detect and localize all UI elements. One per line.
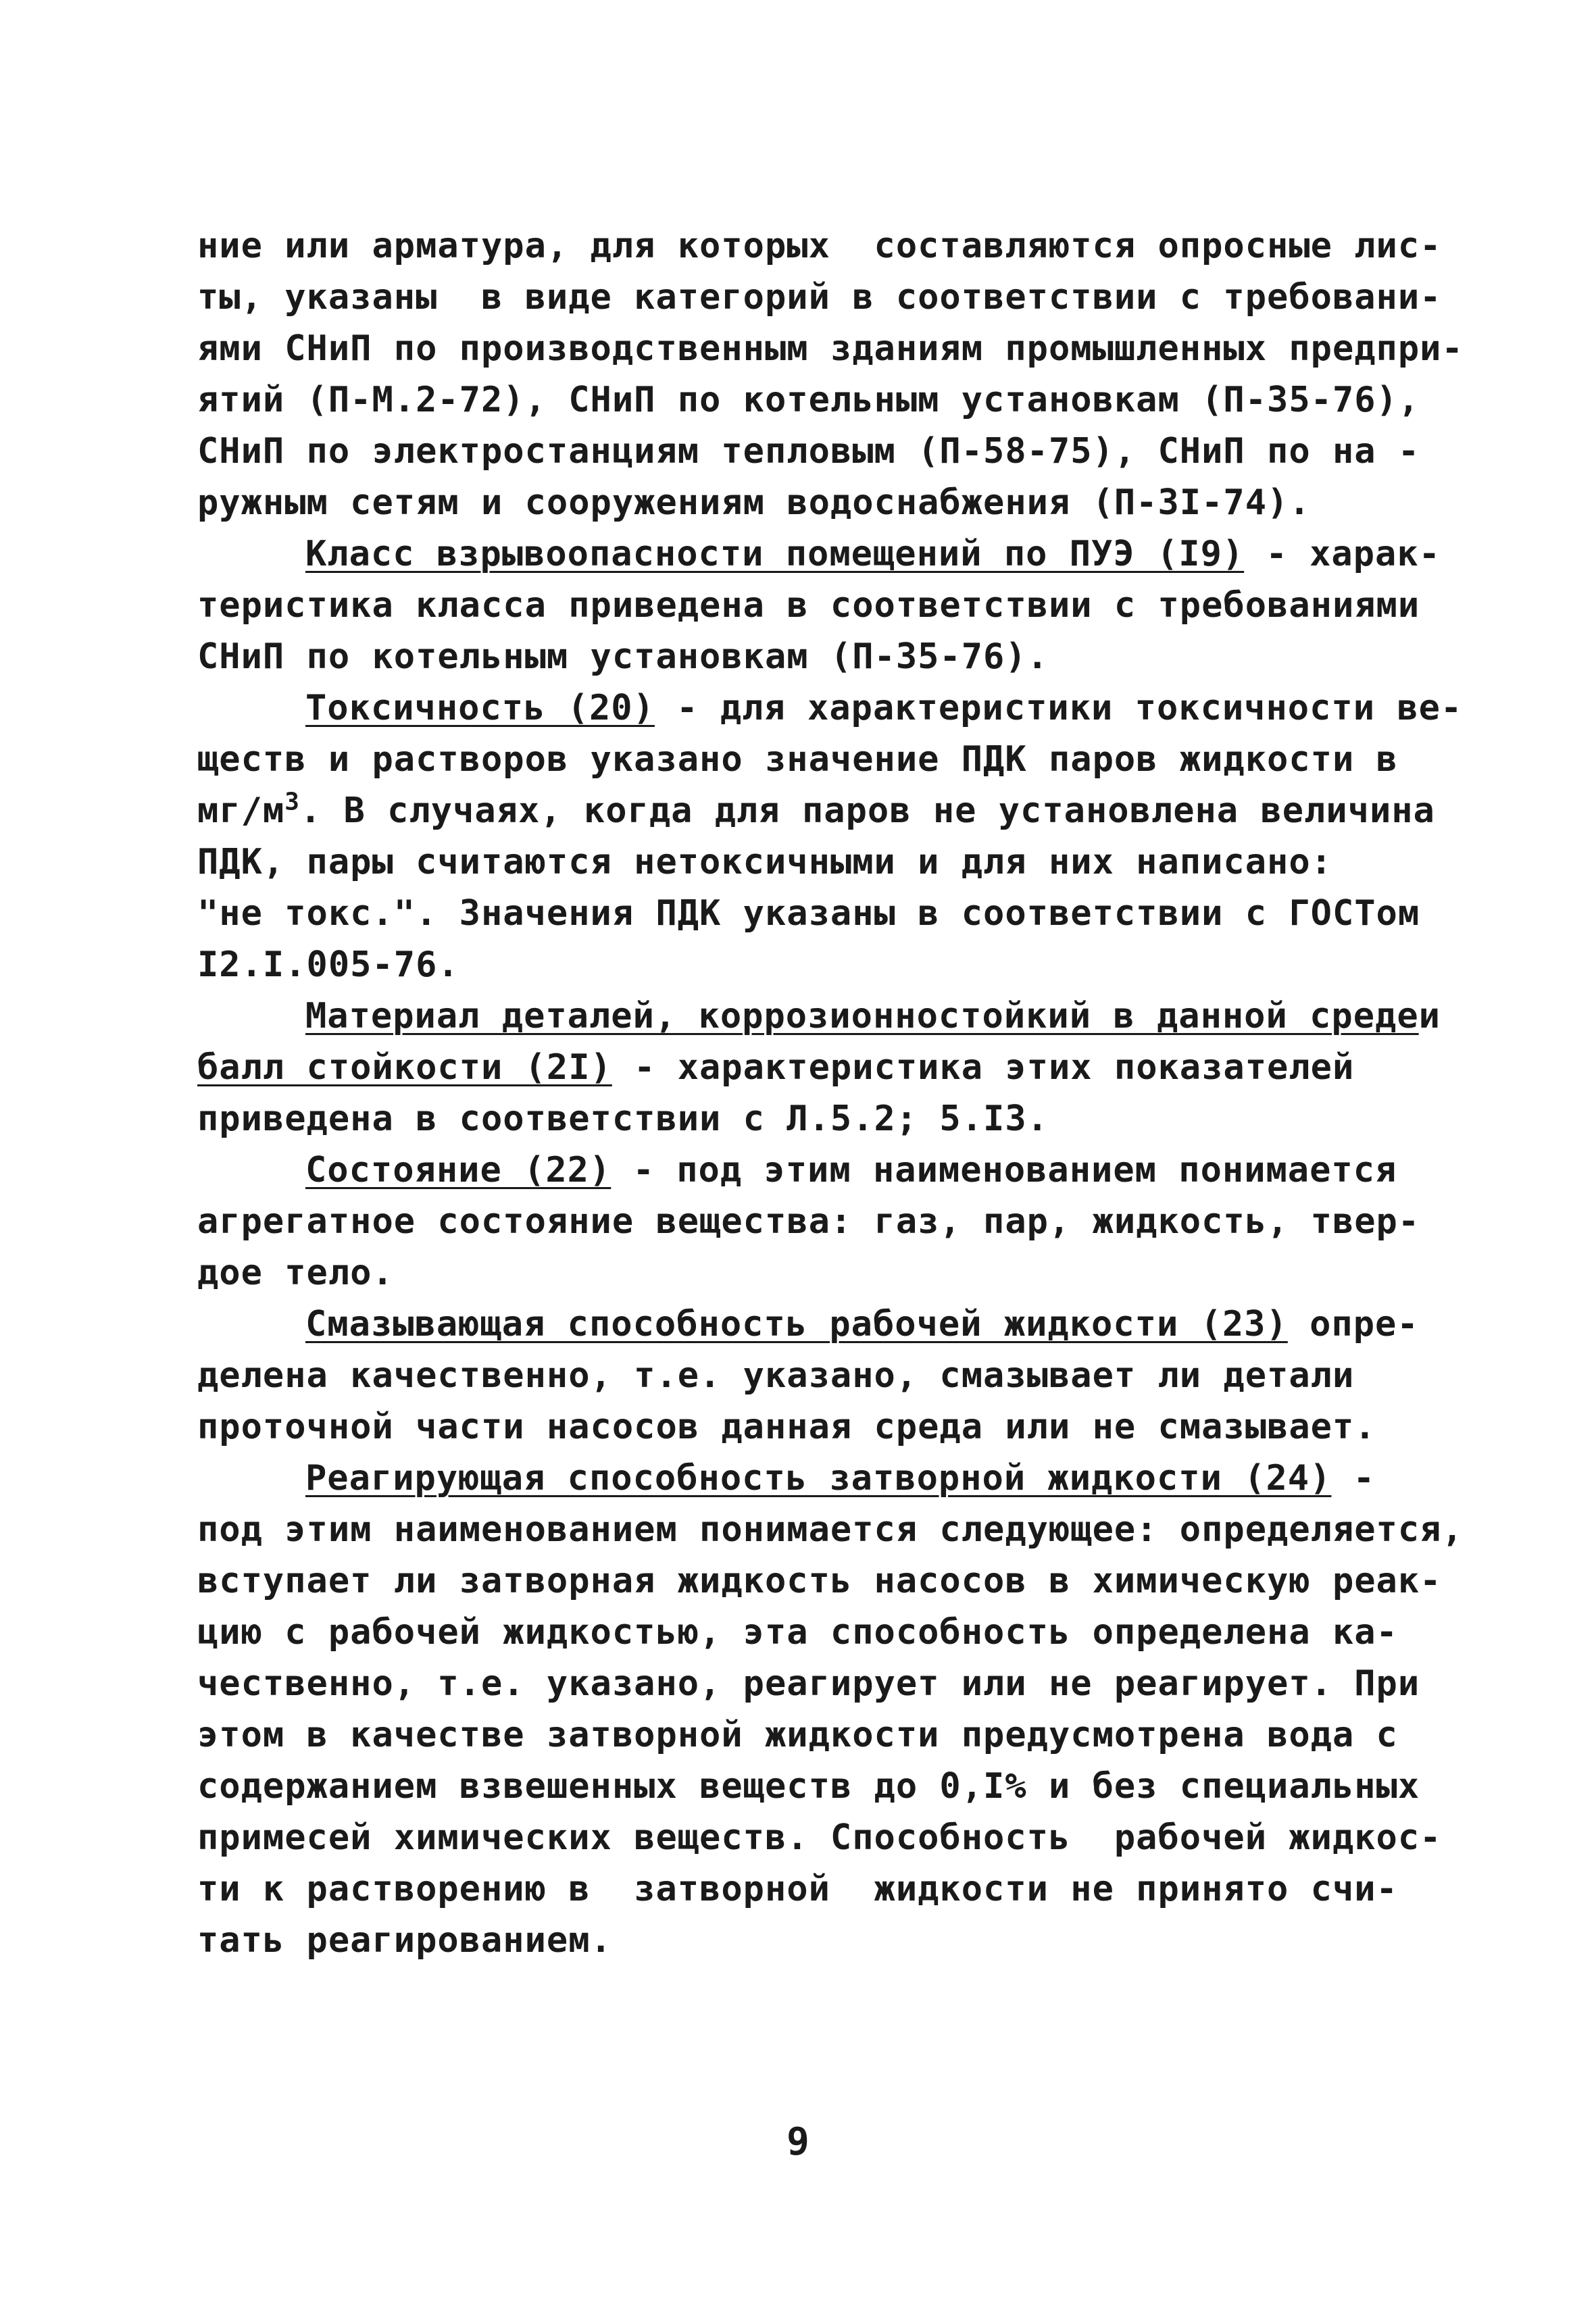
text-line <box>197 734 1434 785</box>
body-text <box>197 220 1464 1966</box>
text-line <box>197 220 1442 272</box>
underlined-term: Состояние (22) <box>305 1150 612 1190</box>
line-text: ятий (П-М.2-72), СНиП по котельным установкам (П-35-76), <box>197 380 1420 420</box>
line-text: СНиП по электростанциям тепловым (П-58-75), СНиП по на - <box>197 431 1420 472</box>
text-line <box>197 1247 1434 1299</box>
text-line <box>197 990 1441 1042</box>
text-line <box>197 1453 1434 1504</box>
line-text: дое тело. <box>197 1253 394 1293</box>
line-text: проточной части насосов данная среда или не смазывает. <box>197 1407 1376 1447</box>
line-text: ты, указаны в виде категорий в соответствии с требовани- <box>197 277 1442 318</box>
text-line <box>197 1504 1464 1555</box>
line-text: ями СНиП по производственным зданиям промышленных предпри- <box>197 328 1464 369</box>
text-line <box>197 1863 1434 1915</box>
line-text: теристика класса приведена в соответствии с требованиями <box>197 585 1420 626</box>
text-line <box>197 888 1434 939</box>
line-text: I2.I.005-76. <box>197 945 459 985</box>
line-text: "не токс.". Значения ПДК указаны в соответствии с ГОСТом <box>197 893 1420 934</box>
line-text: - характеристика этих показателей <box>612 1047 1355 1088</box>
line-text: - харак- <box>1244 534 1441 574</box>
line-text: мг/м <box>197 790 285 831</box>
line-text: приведена в соответствии с Л.5.2; 5.I3. <box>197 1099 1049 1139</box>
line-text: вступает ли затворная жидкость насосов в химическую реак- <box>197 1561 1442 1601</box>
text-line <box>197 1607 1434 1658</box>
line-text: ПДК, пары считаются нетоксичными и для них написано: <box>197 842 1332 882</box>
line-text: под этим наименованием понимается следующее: определяется, <box>197 1509 1464 1550</box>
line-text: ружным сетям и сооружениям водоснабжения (П-3I-74). <box>197 482 1311 523</box>
text-line <box>197 1658 1434 1709</box>
page-number: 9 <box>787 2120 809 2164</box>
text-line <box>197 1812 1442 1863</box>
underlined-term: Токсичность (20) <box>305 688 655 728</box>
text-line <box>197 580 1434 631</box>
text-line <box>197 1709 1434 1761</box>
text-line <box>197 1299 1434 1350</box>
text-line <box>197 631 1434 682</box>
line-text: чественно, т.е. указано, реагирует или не реагирует. При <box>197 1663 1420 1704</box>
underlined-term: Реагирующая способность затворной жидкости (24) <box>305 1458 1332 1499</box>
text-line <box>197 477 1434 528</box>
underlined-term: Класс взрывоопасности помещений по ПУЭ (I9) <box>305 534 1245 574</box>
text-line <box>197 1761 1434 1812</box>
line-text: - под этим наименованием понимается <box>611 1150 1397 1190</box>
line-text: и <box>1418 996 1441 1036</box>
line-text: опре- <box>1287 1304 1419 1344</box>
line-text: СНиП по котельным установкам (П-35-76). <box>197 636 1049 677</box>
text-line <box>197 1042 1434 1093</box>
line-text: примесей химических веществ. Способность рабочей жидкос- <box>197 1817 1442 1858</box>
text-line <box>197 1196 1434 1247</box>
line-text: - для характеристики токсичности ве- <box>654 688 1463 728</box>
text-line <box>197 1350 1434 1401</box>
text-line <box>197 272 1442 323</box>
superscript: 3 <box>284 788 300 816</box>
line-text: делена качественно, т.е. указано, смазывает ли детали <box>197 1355 1355 1396</box>
text-line <box>197 836 1434 888</box>
underlined-term: Смазывающая способность рабочей жидкости (23) <box>305 1304 1288 1344</box>
underlined-term: Материал деталей, коррозионностойкий в данной среде <box>305 996 1419 1036</box>
line-text: ти к растворению в затворной жидкости не принято счи- <box>197 1869 1398 1909</box>
line-text: . В случаях, когда для паров не установлена величина <box>299 790 1435 831</box>
text-line <box>197 785 1434 836</box>
text-line <box>197 1401 1434 1453</box>
text-line <box>197 374 1434 426</box>
text-line <box>197 1915 1434 1966</box>
text-line <box>197 1093 1434 1145</box>
text-line <box>197 682 1463 734</box>
line-text: этом в качестве затворной жидкости предусмотрена вода с <box>197 1715 1398 1755</box>
line-text: тать реагированием. <box>197 1920 612 1961</box>
line-text: ществ и растворов указано значение ПДК паров жидкости в <box>197 739 1398 780</box>
text-line <box>197 426 1434 477</box>
text-line <box>197 323 1464 374</box>
text-line <box>197 528 1441 580</box>
line-text: - <box>1331 1458 1376 1499</box>
text-line <box>197 1145 1434 1196</box>
text-line <box>197 939 1434 990</box>
text-line <box>197 1555 1442 1607</box>
line-text: агрегатное состояние вещества: газ, пар, жидкость, твер- <box>197 1201 1420 1242</box>
line-text: содержанием взвешенных веществ до 0,I% и без специальных <box>197 1766 1420 1807</box>
line-text: ние или арматура, для которых составляются опросные лис- <box>197 226 1442 266</box>
underlined-term: балл стойкости (2I) <box>197 1047 612 1088</box>
line-text: цию с рабочей жидкостью, эта способность определена ка- <box>197 1612 1398 1653</box>
